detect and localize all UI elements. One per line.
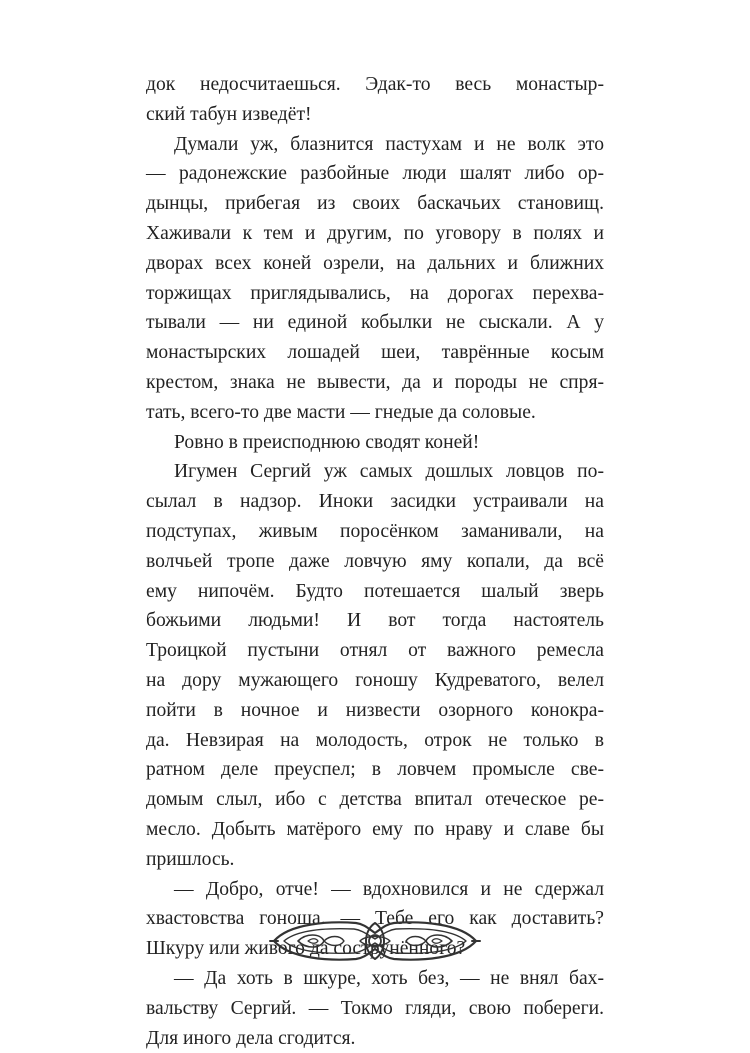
text-line: божьими людьми! И вот тогда настоятель	[146, 606, 604, 636]
text-line: вальству Сергий. — Токмо гляди, свою побереги.	[146, 994, 604, 1024]
text-line: док недосчитаешься. Эдак-то весь монастыр-	[146, 70, 604, 100]
text-line: ратном деле преуспел; в ловчем промысле све-	[146, 755, 604, 785]
text-line: подступах, живым поросёнком заманивали, на	[146, 517, 604, 547]
text-line: крестом, знака не вывести, да и породы не спря-	[146, 368, 604, 398]
text-line: — радонежские разбойные люди шалят либо ор-	[146, 159, 604, 189]
celtic-knot-ornament-icon	[268, 915, 482, 967]
text-line: Думали уж, блазнится пастухам и не волк это	[146, 130, 604, 160]
paragraph-3	[146, 428, 604, 458]
page-text	[146, 70, 604, 1053]
text-line: тать, всего-то две масти — гнедые да соловые.	[146, 398, 604, 428]
text-line: Шкуру или живого да сострунённого?	[146, 934, 604, 964]
text-line: сылал в надзор. Иноки засидки устраивали на	[146, 487, 604, 517]
text-line: тывали — ни единой кобылки не сыскали. А у	[146, 308, 604, 338]
text-line: — Добро, отче! — вдохновился и не сдержал	[146, 875, 604, 905]
paragraph-6	[146, 964, 604, 1053]
text-line: пришлось.	[146, 845, 604, 875]
paragraph-4	[146, 457, 604, 874]
text-line: Ровно в преисподнюю сводят коней!	[146, 428, 604, 458]
text-line: месло. Добыть матёрого ему по нраву и славе бы	[146, 815, 604, 845]
text-line: ский табун изведёт!	[146, 100, 604, 130]
text-line: хвастовства гоноша. — Тебе его как доставить?	[146, 904, 604, 934]
text-line: дворах всех коней озрели, на дальних и ближних	[146, 249, 604, 279]
text-line: на дору мужающего гоношу Кудреватого, велел	[146, 666, 604, 696]
text-line: Игумен Сергий уж самых дошлых ловцов по-	[146, 457, 604, 487]
text-line: Троицкой пустыни отнял от важного ремесла	[146, 636, 604, 666]
text-line: да. Невзирая на молодость, отрок не только в	[146, 726, 604, 756]
text-line: волчьей тропе даже ловчую яму копали, да всё	[146, 547, 604, 577]
text-line: монастырских лошадей шеи, таврённые косым	[146, 338, 604, 368]
text-line: Для иного дела сгодится.	[146, 1024, 604, 1053]
text-line: пойти в ночное и низвести озорного конокра-	[146, 696, 604, 726]
text-line: торжищах приглядывались, на дорогах перехва-	[146, 279, 604, 309]
text-line: — Да хоть в шкуре, хоть без, — не внял бах-	[146, 964, 604, 994]
text-line: домым слыл, ибо с детства впитал отеческое ре-	[146, 785, 604, 815]
text-line: ему нипочём. Будто потешается шалый зверь	[146, 577, 604, 607]
text-line: дынцы, прибегая из своих баскачьих становищ.	[146, 189, 604, 219]
text-line: Хаживали к тем и другим, по уговору в полях и	[146, 219, 604, 249]
paragraph-1	[146, 70, 604, 130]
paragraph-2	[146, 130, 604, 428]
